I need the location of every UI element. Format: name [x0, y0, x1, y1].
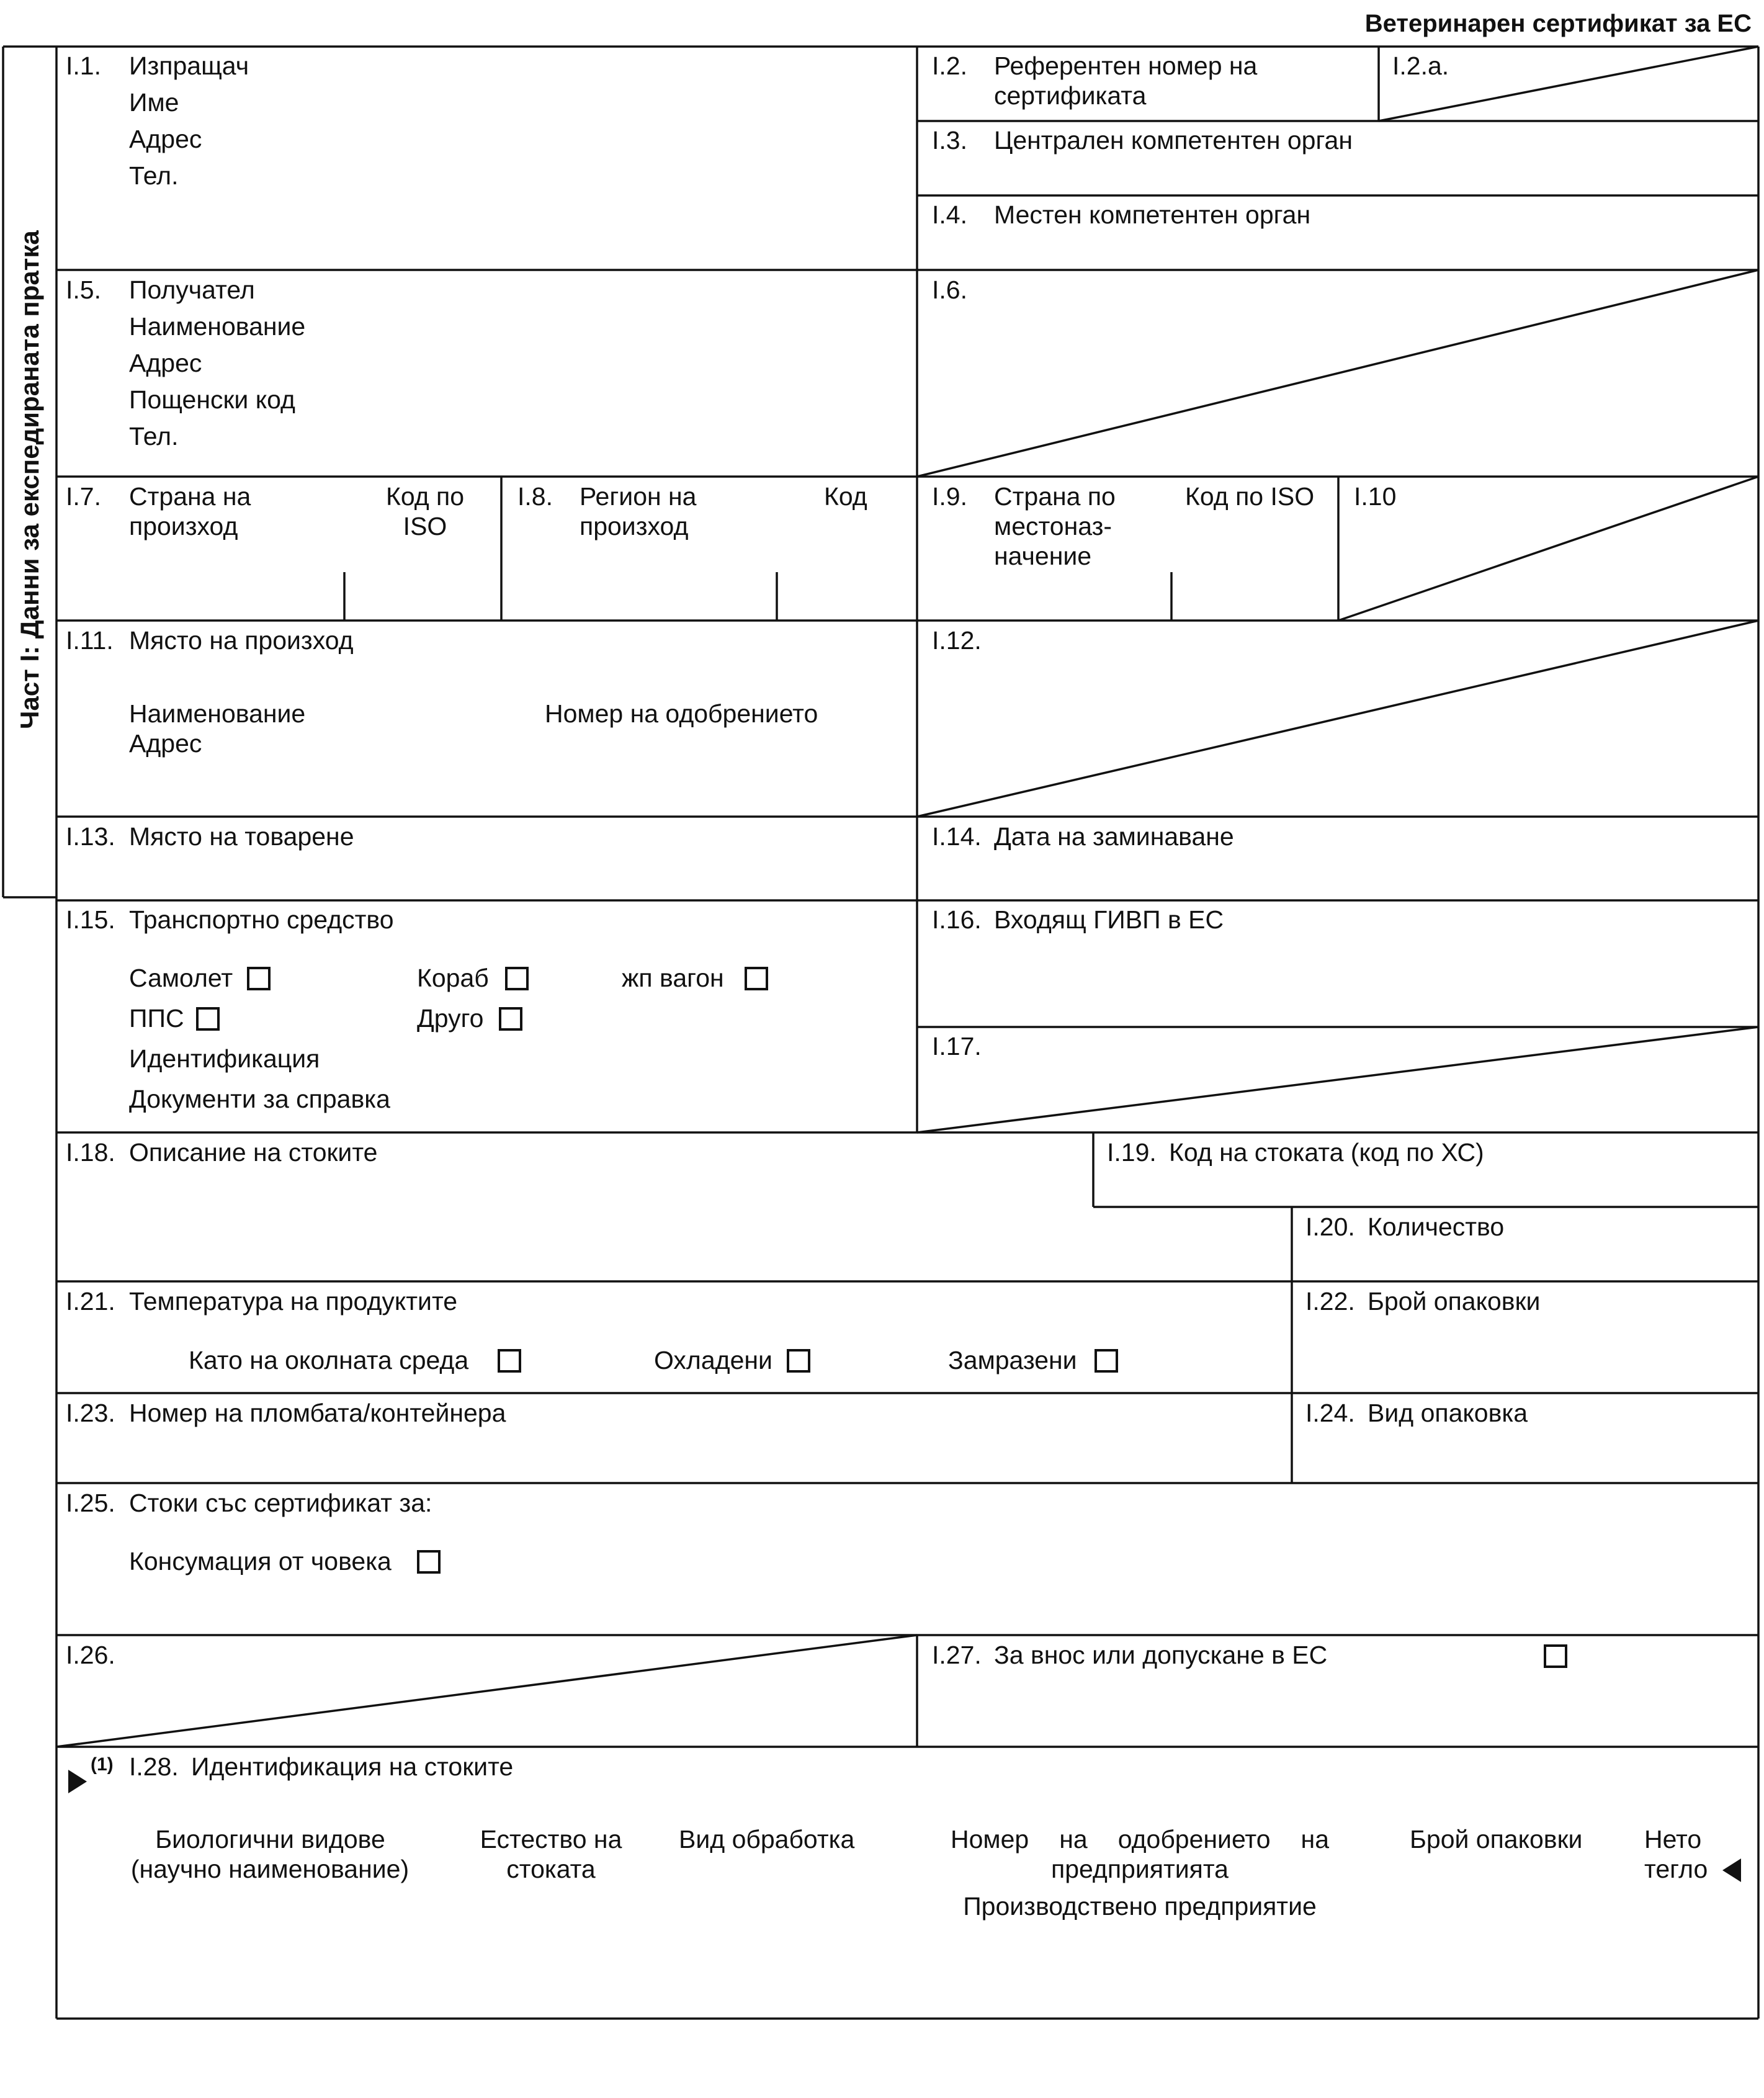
i21-label: Температура на продуктите — [129, 1287, 458, 1316]
i5-line-address: Адрес — [129, 349, 202, 377]
i27-import-checkbox[interactable] — [1544, 1644, 1567, 1668]
arrow-left-icon — [1722, 1858, 1741, 1882]
i28-label: Идентификация на стоките — [191, 1752, 514, 1781]
i7-code-line2: ISO — [403, 512, 447, 540]
i28-col-species-line2: (научно наименование) — [130, 1855, 410, 1883]
i21-option-ambient-label: Като на околната среда — [189, 1346, 469, 1374]
i9-label-line2: местоназ- — [994, 512, 1113, 540]
part-one-side-label: Част I: Данни за експедираната пратка — [15, 230, 44, 729]
i28-number: I.28. — [129, 1752, 179, 1781]
i2-label-line1: Референтен номер на — [994, 52, 1258, 80]
i15-option-other-label: Друго — [417, 1004, 484, 1033]
i21-chilled-checkbox[interactable] — [787, 1349, 810, 1373]
i26-number: I.26. — [66, 1641, 115, 1669]
i15-identification: Идентификация — [129, 1044, 320, 1073]
i28-col-nature-line2: стоката — [506, 1855, 596, 1883]
i1-line-name: Име — [129, 88, 179, 117]
i13-label: Място на товарене — [129, 822, 354, 851]
i18-label: Описание на стоките — [129, 1138, 378, 1167]
i1-line-address: Адрес — [129, 125, 202, 153]
i11-address: Адрес — [129, 729, 202, 758]
i11-name: Наименование — [129, 699, 306, 728]
i11-approval-number: Номер на одобрението — [545, 699, 818, 728]
i28-col-treatment: Вид обработка — [679, 1825, 855, 1854]
i15-option-rail-label: жп вагон — [622, 964, 724, 992]
i3-number: I.3. — [932, 126, 967, 155]
i25-number: I.25. — [66, 1489, 115, 1517]
i9-label-line1: Страна по — [994, 482, 1116, 511]
i13-number: I.13. — [66, 822, 115, 851]
i7-code-line1: Код по — [385, 482, 465, 511]
i15-ship-checkbox[interactable] — [505, 967, 529, 990]
i1-number: I.1. — [66, 52, 101, 80]
i18-number: I.18. — [66, 1138, 115, 1167]
i5-line-postcode: Пощенски код — [129, 385, 295, 414]
i28-col-approval-line3: Производствено предприятие — [963, 1892, 1317, 1921]
i14-label: Дата на заминаване — [994, 822, 1234, 851]
i8-code: Код — [824, 482, 867, 511]
i12-number: I.12. — [932, 626, 982, 655]
i7-label-line1: Страна на — [129, 482, 251, 511]
i28-col-species-line1: Биологични видове — [155, 1825, 385, 1854]
i21-option-chilled-label: Охладени — [654, 1346, 772, 1374]
i28-col-nature-line1: Естество на — [480, 1825, 622, 1854]
i15-label: Транспортно средство — [129, 905, 394, 934]
i15-plane-checkbox[interactable] — [247, 967, 271, 990]
i1-line-phone: Тел. — [129, 161, 179, 190]
i15-rail-checkbox[interactable] — [745, 967, 768, 990]
i6-number: I.6. — [932, 276, 967, 304]
i5-line-phone: Тел. — [129, 422, 179, 451]
i27-number: I.27. — [932, 1641, 982, 1669]
i15-option-road-label: ППС — [129, 1004, 184, 1033]
i28-col-weight-line1: Нето — [1644, 1825, 1702, 1854]
i28-col-approval-line2: предприятията — [1051, 1855, 1229, 1883]
i19-label: Код на стоката (код по ХС) — [1169, 1138, 1484, 1167]
i16-number: I.16. — [932, 905, 982, 934]
i20-label: Количество — [1368, 1213, 1505, 1241]
i4-number: I.4. — [932, 200, 967, 229]
i14-number: I.14. — [932, 822, 982, 851]
i11-label: Място на произход — [129, 626, 354, 655]
i20-number: I.20. — [1305, 1213, 1355, 1241]
i11-number: I.11. — [66, 626, 114, 655]
i24-label: Вид опаковка — [1368, 1399, 1528, 1427]
i27-label: За внос или допускане в ЕС — [994, 1641, 1328, 1669]
i25-label: Стоки със сертификат за: — [129, 1489, 432, 1517]
i28-col-packages: Брой опаковки — [1410, 1825, 1583, 1854]
i15-option-ship-label: Кораб — [417, 964, 489, 992]
i8-label-line2: произход — [580, 512, 689, 540]
certificate-title: Ветеринарен сертификат за ЕС — [1364, 10, 1752, 37]
i28-footnote-ref: (1) — [91, 1754, 114, 1775]
i22-number: I.22. — [1305, 1287, 1355, 1316]
i7-label-line2: произход — [129, 512, 238, 540]
i2-number: I.2. — [932, 52, 967, 80]
i15-road-checkbox[interactable] — [196, 1007, 220, 1031]
i28-col-approval-line1: Номер на одобрението на — [951, 1825, 1329, 1854]
i9-code: Код по ISO — [1185, 482, 1315, 511]
i23-number: I.23. — [66, 1399, 115, 1427]
i8-number: I.8. — [517, 482, 553, 511]
i10-number: I.10 — [1354, 482, 1397, 511]
i8-label-line1: Регион на — [580, 482, 697, 511]
i25-human-consumption-checkbox[interactable] — [417, 1550, 441, 1574]
i21-number: I.21. — [66, 1287, 115, 1316]
i17-number: I.17. — [932, 1032, 982, 1060]
i7-number: I.7. — [66, 482, 101, 511]
i21-ambient-checkbox[interactable] — [498, 1349, 521, 1373]
i2-label-line2: сертификата — [994, 81, 1147, 110]
i9-number: I.9. — [932, 482, 967, 511]
i24-number: I.24. — [1305, 1399, 1355, 1427]
i5-line-name: Наименование — [129, 312, 306, 341]
i2a-number: I.2.a. — [1392, 52, 1449, 80]
i22-label: Брой опаковки — [1368, 1287, 1541, 1316]
i28-col-weight-line2: тегло — [1644, 1855, 1708, 1883]
i21-frozen-checkbox[interactable] — [1095, 1349, 1118, 1373]
i4-label: Местен компетентен орган — [994, 200, 1311, 229]
i3-label: Централен компетентен орган — [994, 126, 1353, 155]
i15-other-checkbox[interactable] — [499, 1007, 522, 1031]
i15-documents: Документи за справка — [129, 1085, 390, 1113]
i16-label: Входящ ГИВП в ЕС — [994, 905, 1224, 934]
i19-number: I.19. — [1107, 1138, 1157, 1167]
i5-number: I.5. — [66, 276, 101, 304]
i5-label: Получател — [129, 276, 255, 304]
i9-label-line3: начение — [994, 542, 1092, 570]
i25-human-consumption-label: Консумация от човека — [129, 1547, 392, 1576]
arrow-right-icon — [68, 1770, 87, 1793]
i15-option-plane-label: Самолет — [129, 964, 233, 992]
i23-label: Номер на пломбата/контейнера — [129, 1399, 506, 1427]
i1-label: Изпращач — [129, 52, 249, 80]
i15-number: I.15. — [66, 905, 115, 934]
i21-option-frozen-label: Замразени — [948, 1346, 1077, 1374]
